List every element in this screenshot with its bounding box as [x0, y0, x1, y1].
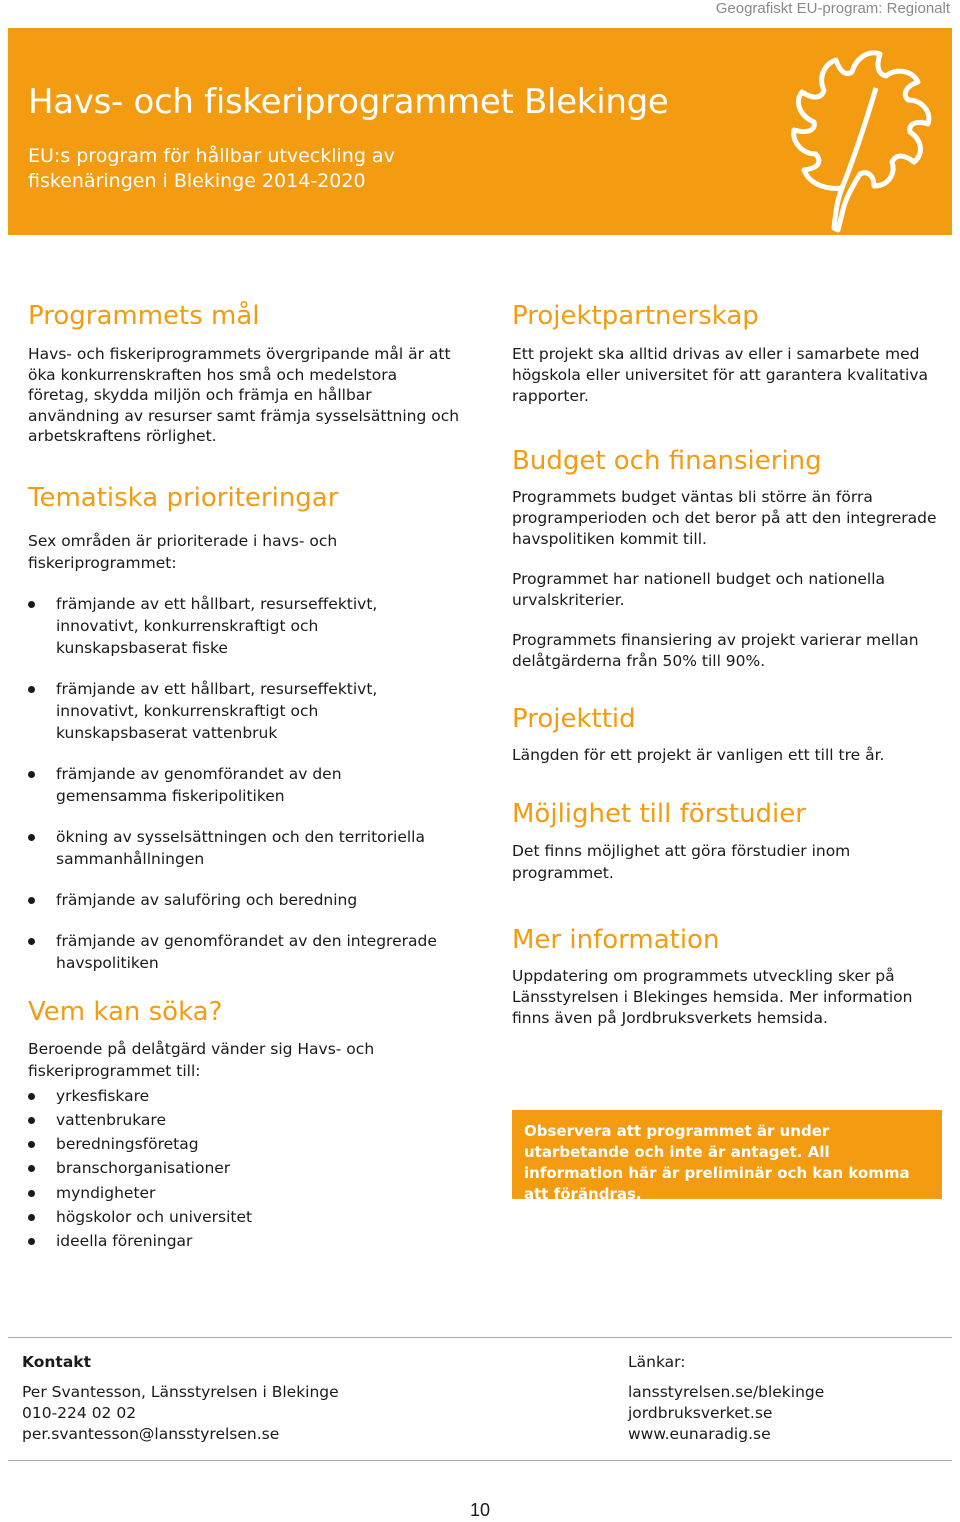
links-block: [628, 1352, 824, 1445]
document-subtitle: EU:s program för hållbar utveckling av fiskenäringen i Blekinge 2014-2020: [28, 145, 395, 192]
priorities-intro: Sex områden är prioriterade i havs- och fiskeriprogrammet:: [28, 531, 338, 572]
contact-name: Per Svantesson, Länsstyrelsen i Blekinge: [22, 1383, 339, 1401]
footer-bottom-rule: [8, 1460, 952, 1461]
prestudies-heading: Möjlighet till förstudier: [512, 799, 806, 829]
footer-top-rule: [8, 1337, 952, 1338]
link-eunaradig[interactable]: www.eunaradig.se: [628, 1425, 771, 1443]
list-item: främjande av ett hållbart, resurseffektivt, innovativt, konkurrenskraftigt och kunskapsbaserat vattenbruk: [28, 678, 448, 744]
list-item: ökning av sysselsättningen och den territoriella sammanhållningen: [28, 826, 448, 870]
who-heading: Vem kan söka?: [28, 996, 223, 1027]
duration-text: Längden för ett projekt är vanligen ett till tre år.: [512, 746, 885, 764]
goals-text: Havs- och fiskeriprogrammets övergripande mål är att öka konkurrenskraften hos små och medelstora företag, skydda miljön och främja en hållbar användning av resurser samt främja sysselsättning och arbetskraftens rörlighet.: [28, 345, 460, 445]
link-jordbruksverket[interactable]: jordbruksverket.se: [628, 1404, 773, 1422]
partnership-text: Ett projekt ska alltid drivas av eller i samarbete med högskola eller universitet för att garantera kvalitativa rapporter.: [512, 345, 929, 405]
partnership-heading: Projektpartnerskap: [512, 301, 759, 331]
list-item: främjande av genomförandet av den gemensamma fiskeripolitiken: [28, 763, 448, 807]
oak-leaf-icon: [764, 38, 944, 233]
who-intro: Beroende på delåtgärd vänder sig Havs- och fiskeriprogrammet till:: [28, 1039, 375, 1080]
program-type-tag: Geografiskt EU-program: Regionalt: [715, 0, 950, 17]
document-title: Havs- och fiskeriprogrammet Blekinge: [28, 82, 669, 122]
budget-heading: Budget och finansiering: [512, 446, 822, 476]
list-item: vattenbrukare: [28, 1108, 468, 1132]
draft-notice-text: Observera att programmet är under utarbetande och inte är antaget. All information här är preliminär och kan komma att förändras.: [524, 1122, 910, 1203]
applicant-list: [28, 1084, 468, 1254]
list-item: branschorganisationer: [28, 1156, 468, 1180]
duration-heading: Projekttid: [512, 704, 636, 734]
contact-phone: 010-224 02 02: [22, 1404, 137, 1422]
list-item: främjande av ett hållbart, resurseffektivt, innovativt, konkurrenskraftigt och kunskapsbaserat fiske: [28, 593, 448, 659]
goals-heading: Programmets mål: [28, 301, 260, 331]
draft-notice-box: [512, 1110, 942, 1203]
page-number: 10: [469, 1500, 491, 1520]
budget-text-2: Programmet har nationell budget och nationella urvalskriterier.: [512, 570, 886, 609]
list-item: beredningsföretag: [28, 1132, 468, 1156]
prestudies-text: Det finns möjlighet att göra förstudier inom programmet.: [512, 842, 851, 882]
more-info-heading: Mer information: [512, 925, 720, 955]
budget-text-1: Programmets budget väntas bli större än förra programperioden och det beror på att den integrerade havspolitiken kommit till.: [512, 488, 937, 548]
list-item: högskolor och universitet: [28, 1205, 468, 1229]
priorities-heading: Tematiska prioriteringar: [28, 482, 339, 513]
more-info-text: Uppdatering om programmets utveckling sker på Länsstyrelsen i Blekinges hemsida. Mer information finns även på Jordbruksverkets hemsida.: [512, 967, 913, 1027]
budget-text-3: Programmets finansiering av projekt varierar mellan delåtgärderna från 50% till 90%.: [512, 631, 919, 670]
list-item: främjande av saluföring och beredning: [28, 889, 448, 911]
left-column: [28, 300, 468, 1254]
title-banner: [8, 28, 952, 235]
link-lansstyrelsen[interactable]: lansstyrelsen.se/blekinge: [628, 1383, 825, 1401]
contact-email[interactable]: per.svantesson@lansstyrelsen.se: [22, 1425, 280, 1443]
links-label: Länkar:: [628, 1353, 686, 1371]
contact-label: Kontakt: [22, 1353, 92, 1371]
contact-block: [22, 1352, 339, 1445]
list-item: myndigheter: [28, 1181, 468, 1205]
list-item: yrkesfiskare: [28, 1084, 468, 1108]
list-item: ideella föreningar: [28, 1229, 468, 1253]
list-item: främjande av genomförandet av den integrerade havspolitiken: [28, 930, 448, 974]
right-column: [512, 300, 942, 1029]
priorities-list: [28, 593, 448, 974]
